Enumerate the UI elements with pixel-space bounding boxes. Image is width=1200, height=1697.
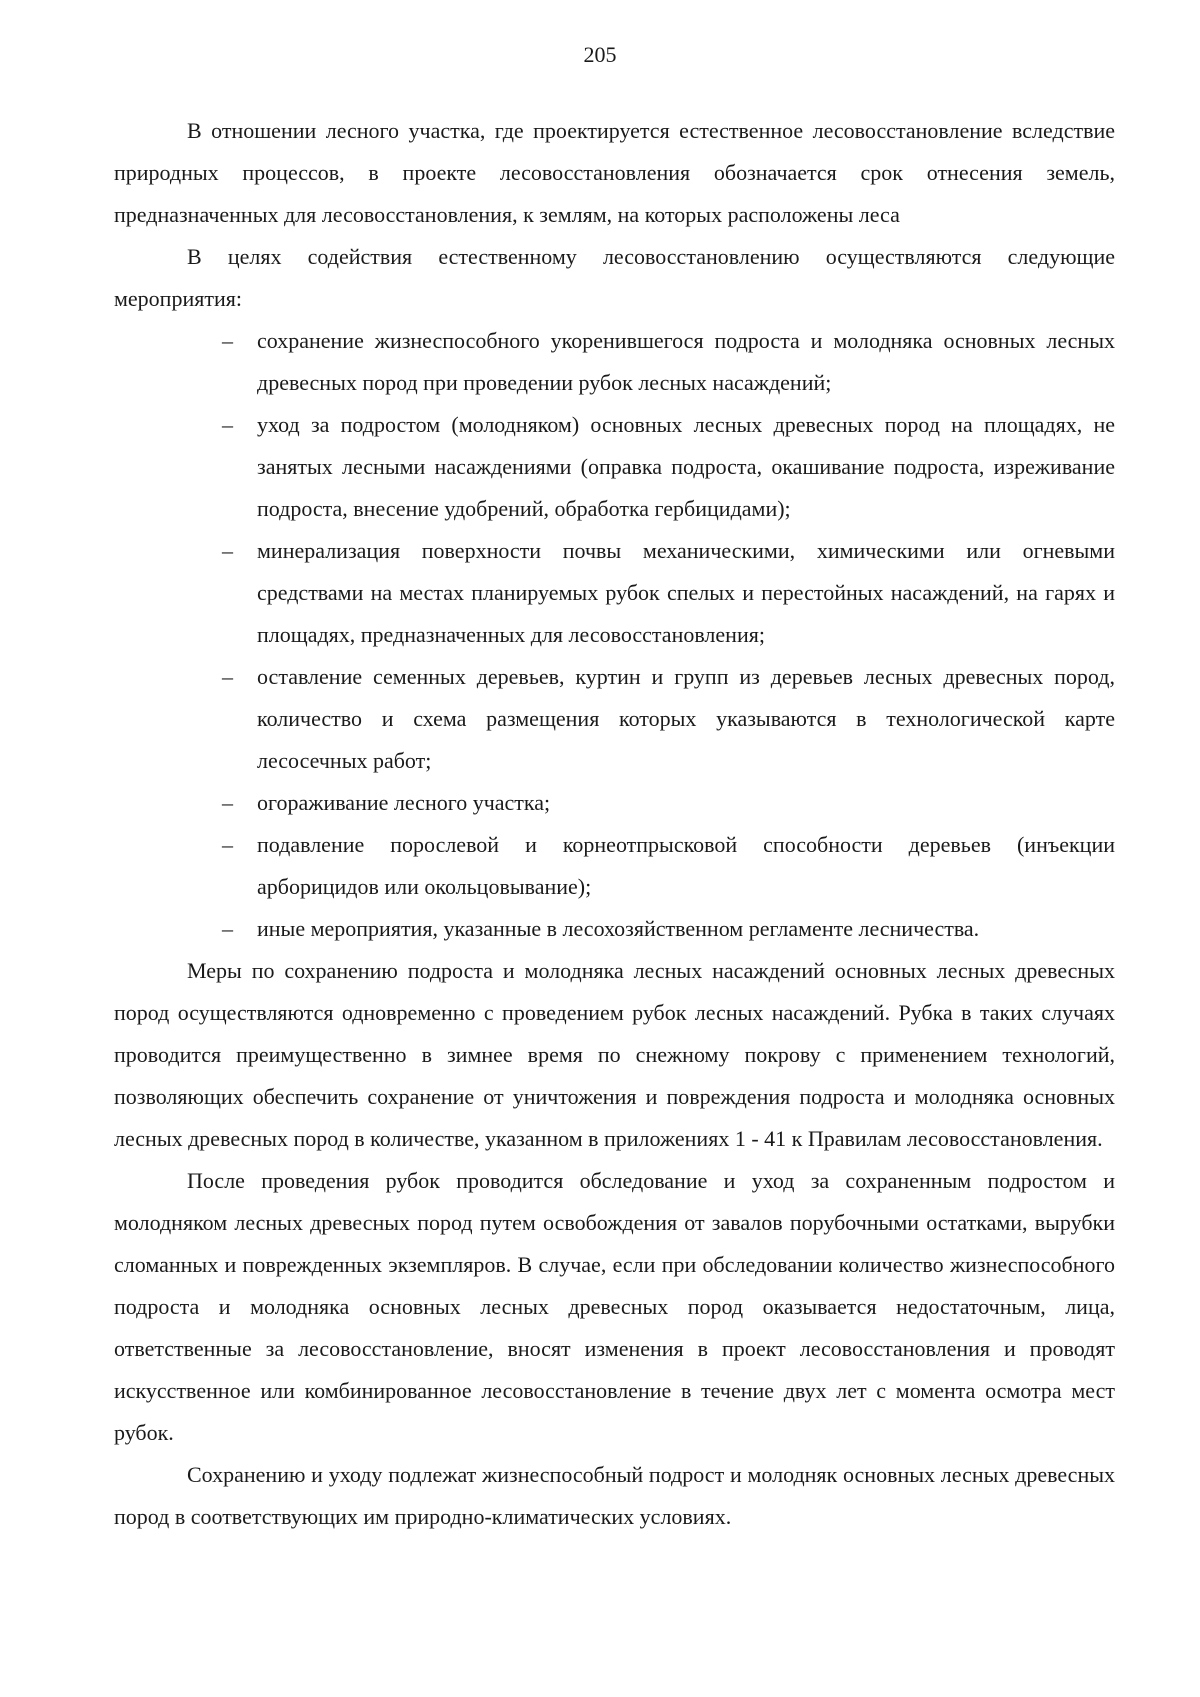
paragraph-natural-reforestation: В отношении лесного участка, где проектируется естественное лесовосстановление вследствие природных процессов, в проекте лесовосстановления обозначается срок отнесения земель, предназначенных для лесовосстановления, к землям, на которых расположены леса (114, 118, 1115, 227)
dash-marker: – (222, 832, 233, 857)
measures-list (114, 320, 1115, 950)
list-item-text: иные мероприятия, указанные в лесохозяйственном регламенте лесничества. (257, 916, 980, 941)
list-item (114, 824, 1115, 908)
list-item-text: минерализация поверхности почвы механическими, химическими или огневыми средствами на местах планируемых рубок спелых и перестойных насаждений, на гарях и площадях, предназначенных для лесовосстановления; (257, 538, 1115, 647)
dash-marker: – (222, 790, 233, 815)
paragraph-post-felling-care: После проведения рубок проводится обследование и уход за сохраненным подростом и молодняком лесных древесных пород путем освобождения от завалов порубочными остатками, вырубки сломанных и поврежденных экземпляров. В случае, если при обследовании количество жизнеспособного подроста и молодняка основных лесных древесных пород оказывается недостаточным, лица, ответственные за лесовосстановление, вносят изменения в проект лесовосстановления и проводят искусственное или комбинированное лесовосстановление в течение двух лет с момента осмотра мест рубок. (114, 1168, 1115, 1445)
dash-marker: – (222, 916, 233, 941)
list-item (114, 404, 1115, 530)
paragraph-preservation-measures: Меры по сохранению подроста и молодняка лесных насаждений основных лесных древесных пород осуществляются одновременно с проведением рубок лесных насаждений. Рубка в таких случаях проводится преимущественно в зимнее время по снежному покрову с применением технологий, позволяющих обеспечить сохранение от уничтожения и повреждения подроста и молодняка основных лесных древесных пород в количестве, указанном в приложениях 1 - 41 к Правилам лесовосстановления. (114, 958, 1115, 1151)
list-item-text: оставление семенных деревьев, куртин и групп из деревьев лесных древесных пород, количество и схема размещения которых указываются в технологической карте лесосечных работ; (257, 664, 1115, 773)
list-item (114, 320, 1115, 404)
dash-marker: – (222, 412, 233, 437)
list-item-text: уход за подростом (молодняком) основных лесных древесных пород на площадях, не занятых лесными насаждениями (оправка подроста, окашивание подроста, изреживание подроста, внесение удобрений, обработка гербицидами); (257, 412, 1115, 521)
list-item (114, 908, 1115, 950)
paragraph-measures-intro: В целях содействия естественному лесовосстановлению осуществляются следующие мероприятия: (114, 244, 1115, 311)
dash-marker: – (222, 538, 233, 563)
dash-marker: – (222, 328, 233, 353)
dash-marker: – (222, 664, 233, 689)
paragraph-subject-to-care: Сохранению и уходу подлежат жизнеспособный подрост и молодняк основных лесных древесных пород в соответствующих им природно-климатических условиях. (114, 1462, 1115, 1529)
list-item-text: огораживание лесного участка; (257, 790, 551, 815)
list-item (114, 530, 1115, 656)
list-item-text: сохранение жизнеспособного укоренившегося подроста и молодняка основных лесных древесных пород при проведении рубок лесных насаждений; (257, 328, 1115, 395)
list-item-text: подавление порослевой и корнеотпрысковой способности деревьев (инъекции арборицидов или окольцовывание); (257, 832, 1115, 899)
list-item (114, 782, 1115, 824)
page-number: 205 (583, 42, 617, 67)
document-body (114, 110, 1115, 1538)
list-item (114, 656, 1115, 782)
